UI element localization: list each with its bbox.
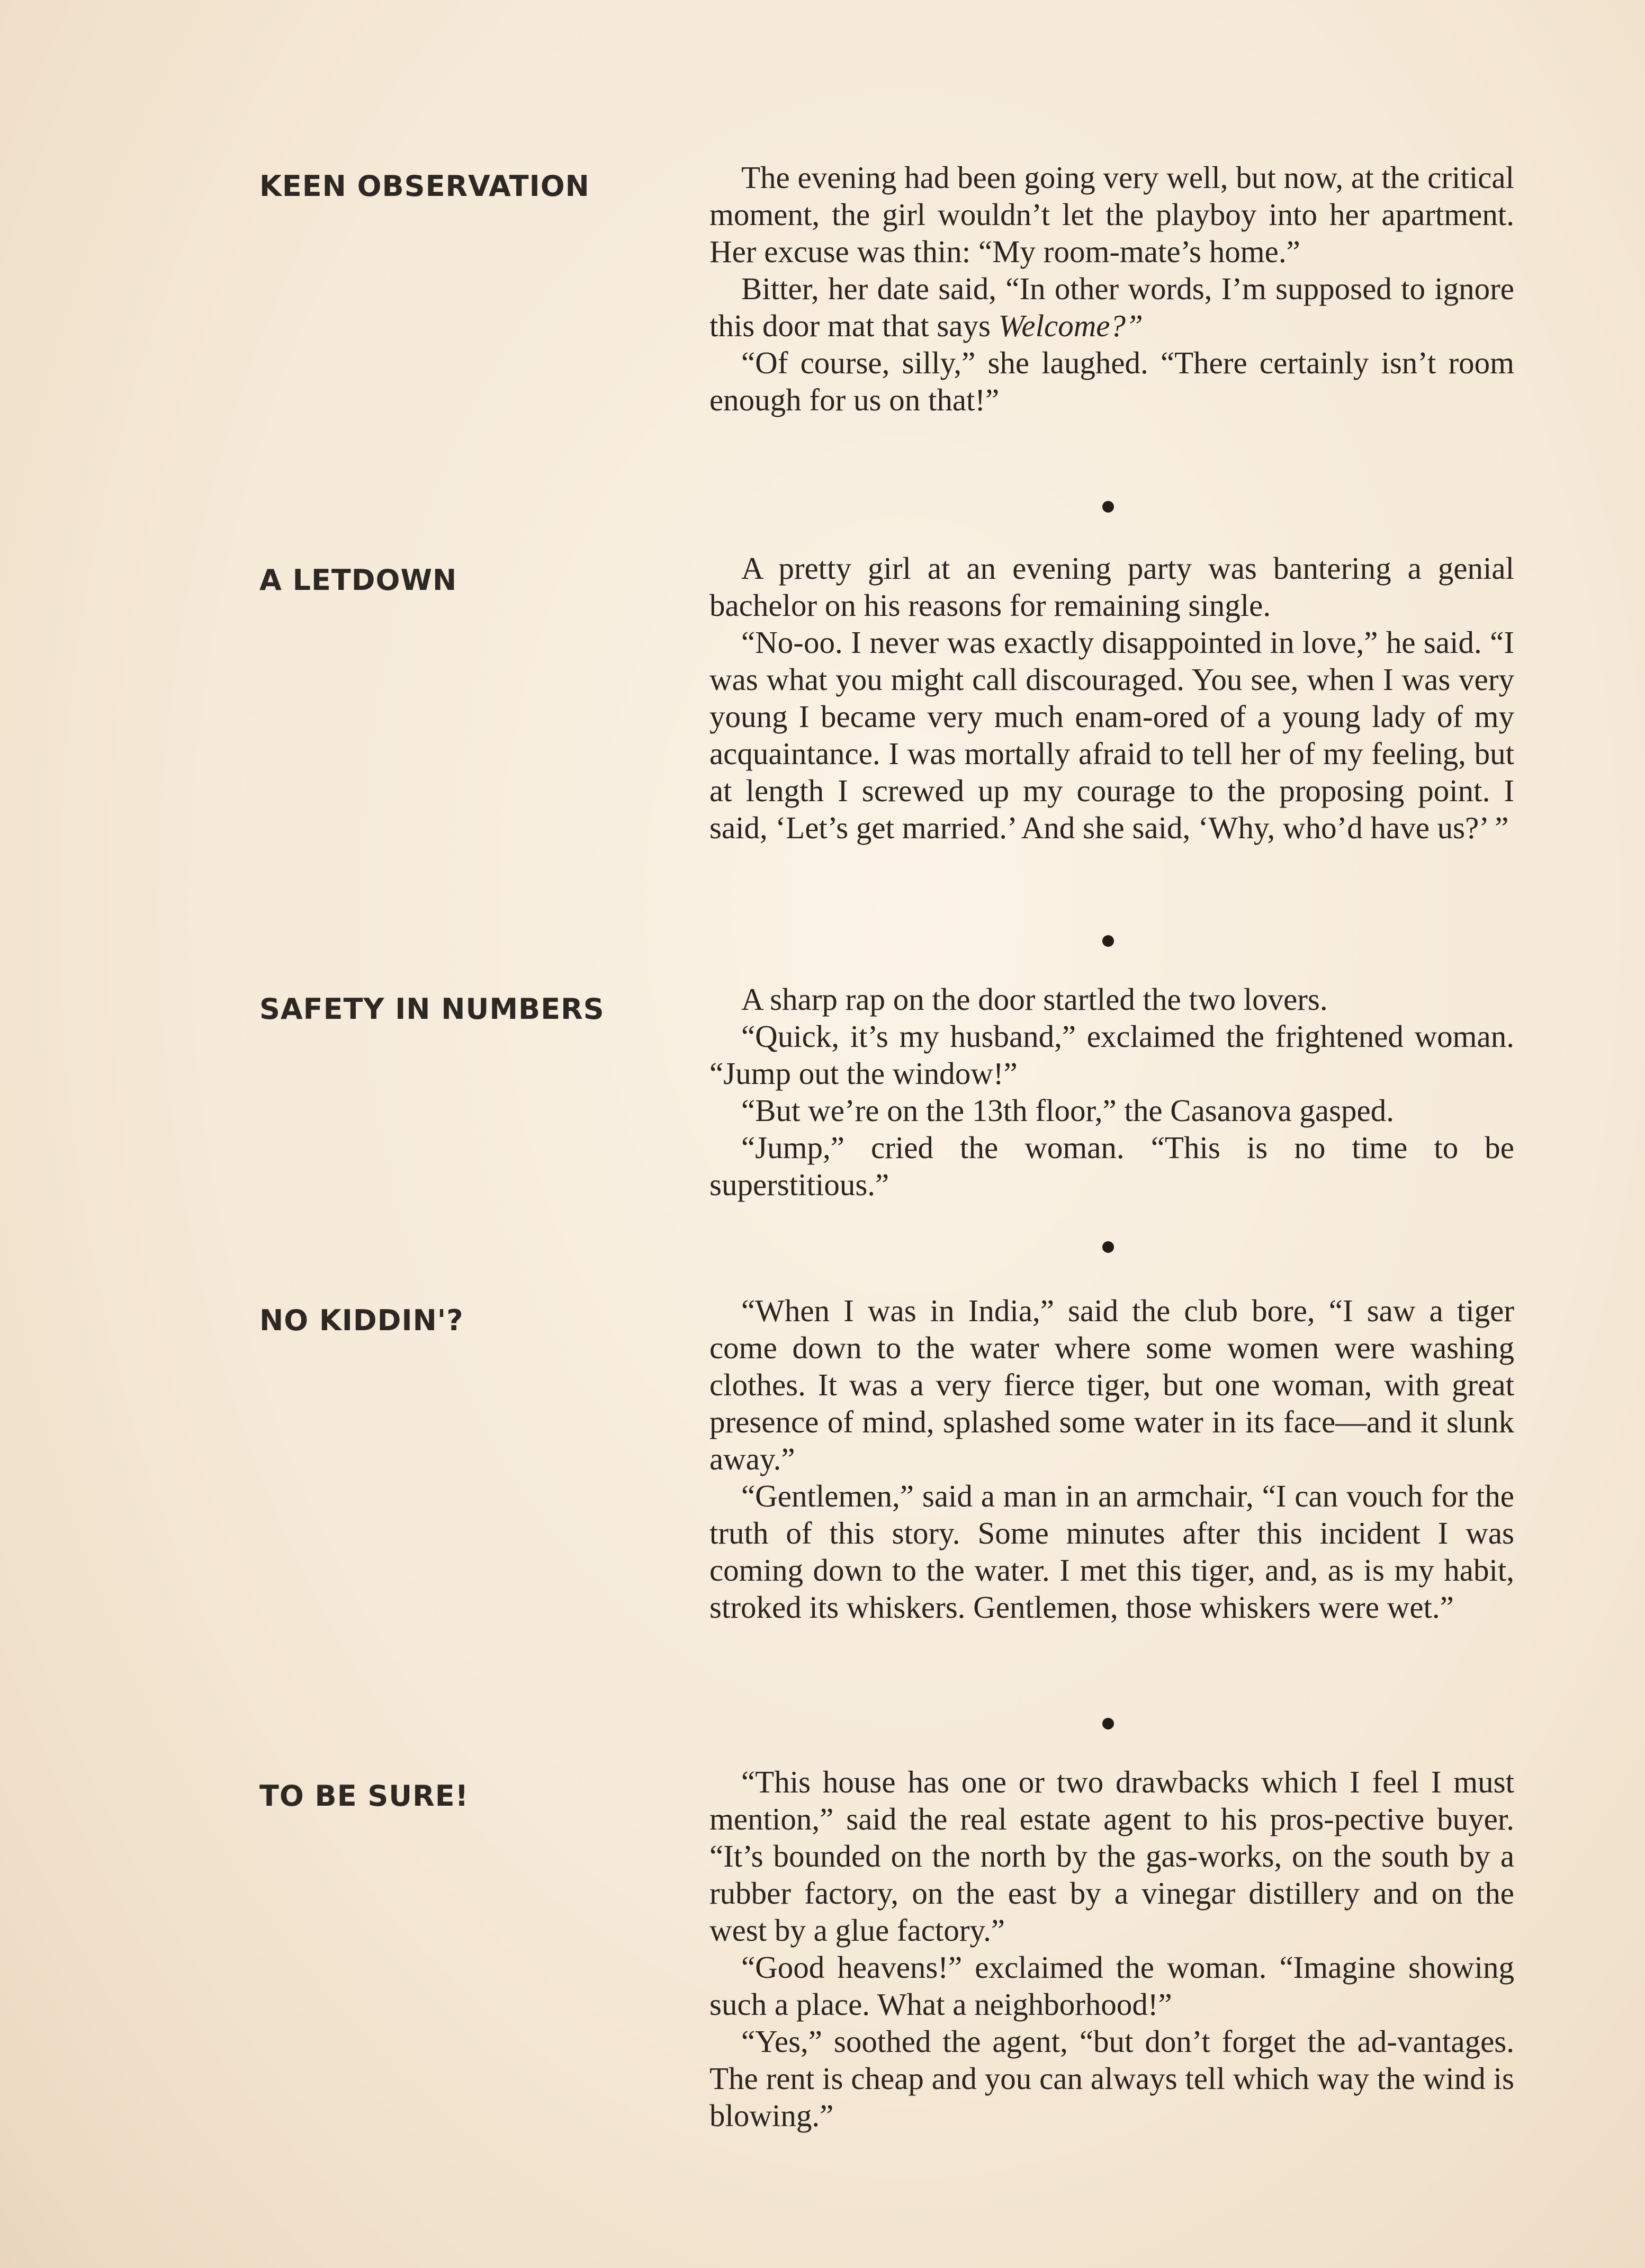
- joke-paragraph: “When I was in India,” said the club bore, “I saw a tiger come down to the water where some women were washing clothes. It was a very fierce tiger, but one woman, with great presence of mind, splashed some water in its face—and it slunk away.”: [709, 1293, 1514, 1476]
- separator-bullet: [1102, 1718, 1114, 1729]
- joke-paragraph: “Of course, silly,” she laughed. “There certainly isn’t room enough for us on that!”: [709, 345, 1514, 417]
- joke-paragraph: A sharp rap on the door startled the two lovers.: [741, 982, 1328, 1017]
- joke-heading: NO KIDDIN'?: [259, 1304, 464, 1337]
- separator-bullet: [1102, 501, 1114, 513]
- joke-paragraph: “Quick, it’s my husband,” exclaimed the frightened woman. “Jump out the window!”: [709, 1019, 1514, 1091]
- joke-paragraph: The evening had been going very well, but now, at the critical moment, the girl wouldn’t let the playboy into her apartment. Her excuse was thin: “My room-mate’s home.”: [709, 160, 1514, 269]
- joke-paragraph: “But we’re on the 13th floor,” the Casanova gasped.: [741, 1093, 1394, 1128]
- joke-body: [709, 550, 1514, 846]
- joke-paragraph: [709, 270, 1514, 344]
- joke-paragraph: “No-oo. I never was exactly disappointed in love,” he said. “I was what you might call discouraged. You see, when I was very young I became very much enam-ored of a young lady of my acquaintance. I was mortally afraid to tell her of my feeling, but at length I screwed up my courage to the proposing point. I said, ‘Let’s get married.’ And she said, ‘Why, who’d have us?’ ”: [709, 625, 1514, 845]
- joke-body: [709, 981, 1514, 1203]
- joke-paragraph: “Gentlemen,” said a man in an armchair, “I can vouch for the truth of this story. Some minutes after this incident I was coming down to the water. I met this tiger, and, as is my habit, stroked its whiskers. Gentlemen, those whiskers were wet.”: [709, 1478, 1514, 1625]
- doormat-emphasis: Welcome?”: [998, 308, 1143, 343]
- joke-paragraph: “Jump,” cried the woman. “This is no time to be superstitious.”: [709, 1130, 1514, 1202]
- joke-body: [709, 1763, 1514, 2134]
- separator-bullet: [1102, 935, 1114, 947]
- joke-paragraph: “Good heavens!” exclaimed the woman. “Imagine showing such a place. What a neighborhood!”: [709, 1950, 1514, 2022]
- joke-body: [709, 1292, 1514, 1626]
- joke-heading: TO BE SURE!: [259, 1779, 469, 1813]
- joke-paragraph: “Yes,” soothed the agent, “but don’t forget the ad-vantages. The rent is cheap and you can always tell which way the wind is blowing.”: [709, 2024, 1514, 2133]
- joke-heading: SAFETY IN NUMBERS: [259, 992, 605, 1026]
- joke-heading: KEEN OBSERVATION: [259, 169, 590, 203]
- joke-body: [709, 159, 1514, 418]
- paragraph-text: Bitter, her date said, “In other words, I’m supposed to ignore this door mat that says: [709, 271, 1514, 343]
- separator-bullet: [1102, 1241, 1114, 1253]
- joke-paragraph: “This house has one or two drawbacks which I feel I must mention,” said the real estate agent to his pros-pective buyer. “It’s bounded on the north by the gas-works, on the south by a rubber factory, on the east by a vinegar distillery and on the west by a glue factory.”: [709, 1764, 1514, 1948]
- joke-paragraph: A pretty girl at an evening party was bantering a genial bachelor on his reasons for remaining single.: [709, 551, 1514, 623]
- joke-heading: A LETDOWN: [259, 563, 457, 597]
